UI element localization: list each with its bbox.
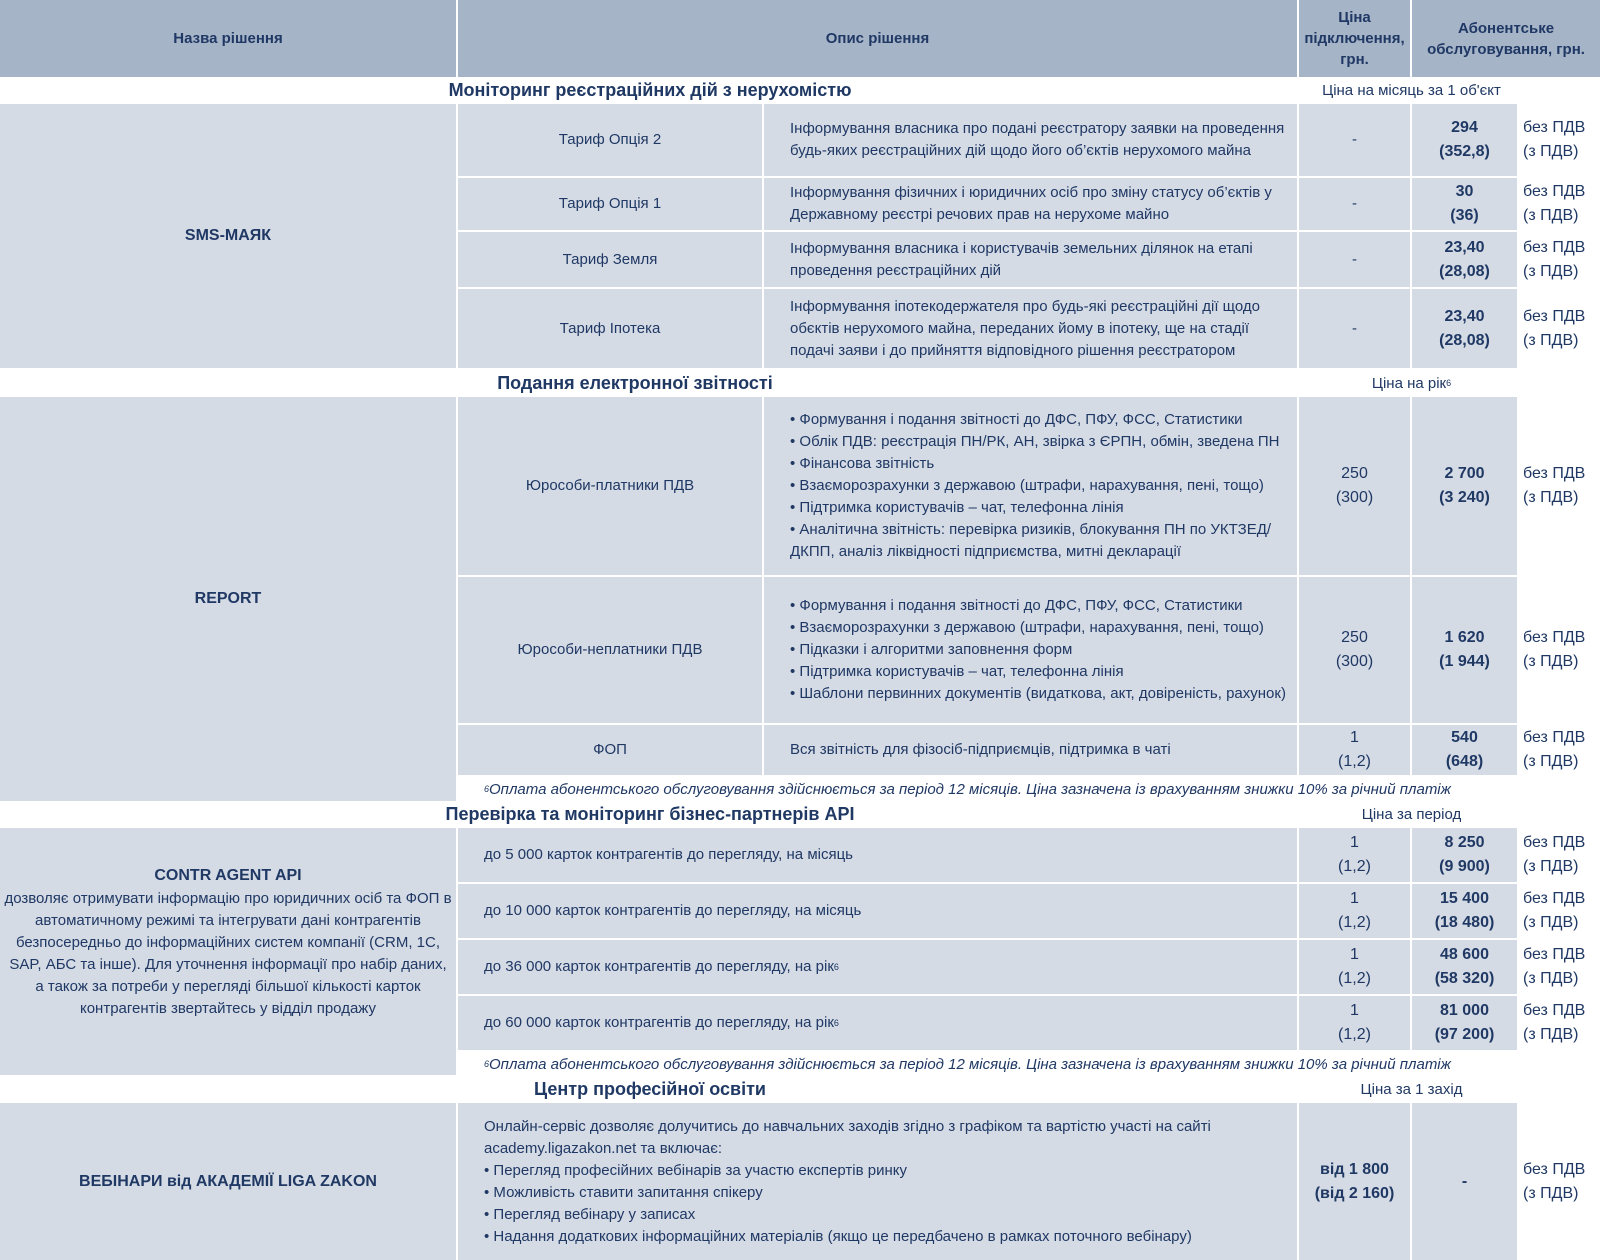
bullet-item: • Взаєморозрахунки з державою (штрафи, нарахування, пені, тощо) xyxy=(790,619,1264,636)
solution-name-text: REPORT xyxy=(194,590,262,607)
bullet-item: • Облік ПДВ: реєстрація ПН/РК, АН, звірка з ЄРПН, обмін, зведена ПН xyxy=(790,433,1280,450)
conn-price xyxy=(1299,940,1410,994)
solution-name-text: SMS-МАЯК xyxy=(184,227,272,244)
price-text: 294 xyxy=(1451,119,1478,136)
vat-with: (з ПДВ) xyxy=(1523,1026,1579,1043)
vat-without: без ПДВ xyxy=(1523,1160,1586,1178)
bullet-item: • Надання додаткових інформаційних матеріалів (якщо це передбачено в рамках поточного вебінару) xyxy=(484,1227,1192,1245)
conn-vat-text: (1,2) xyxy=(1338,858,1371,875)
tariff-name xyxy=(458,725,762,775)
vat-label xyxy=(1517,940,1600,994)
solution-name-report xyxy=(0,397,456,801)
sub-price xyxy=(1412,289,1517,368)
price-text: 540 xyxy=(1451,729,1478,746)
tariff-name xyxy=(458,289,762,368)
sub-price xyxy=(1412,725,1517,775)
tariff-name-text: Юрособи-платники ПДВ xyxy=(525,477,695,494)
tariff-desc-text: Інформування власника і користувачів земельних ділянок на етапі проведення реєстраційних дій xyxy=(790,239,1253,279)
price-note-text: Ціна за 1 захід xyxy=(1360,1080,1463,1098)
sub-price xyxy=(1412,104,1517,176)
conn-price-text: 1 xyxy=(1350,729,1359,746)
tariff-name-text: Тариф Іпотека xyxy=(559,319,661,337)
bullet-list xyxy=(790,409,1291,563)
section-title-text: Моніторинг реєстраційних дій з нерухомістю xyxy=(448,79,852,100)
section-title-reporting xyxy=(480,370,790,396)
conn-price xyxy=(1299,104,1410,176)
api-desc-text: до 5 000 карток контрагентів до перегляду, на місяць xyxy=(484,846,853,863)
bullet-item: • Фінансова звітність xyxy=(790,455,935,472)
vat-without: без ПДВ xyxy=(1523,465,1586,482)
sub-price xyxy=(1412,397,1517,575)
conn-price xyxy=(1299,577,1410,723)
vat-label xyxy=(1517,996,1600,1050)
bullet-item: • Можливість ставити запитання спікеру xyxy=(484,1183,763,1201)
webinar-list xyxy=(484,1116,1244,1248)
vat-without: без ПДВ xyxy=(1523,946,1586,963)
sub-price xyxy=(1412,940,1517,994)
footnote-marker: 6 xyxy=(484,784,490,794)
section-title-api xyxy=(430,801,870,827)
header-desc xyxy=(458,0,1297,77)
price-vat-text: (1 944) xyxy=(1439,653,1490,670)
conn-price-text: 1 xyxy=(1350,1002,1359,1019)
conn-vat-text: (1,2) xyxy=(1338,914,1371,931)
tariff-name xyxy=(458,104,762,176)
footnote-text: Оплата абонентського обслуговування здійснюється за період 12 місяців. Ціна зазначена із врахуванням знижки 10% за річний платіж xyxy=(489,780,1451,798)
vat-with: (з ПДВ) xyxy=(1523,1184,1579,1202)
conn-price xyxy=(1299,828,1410,882)
tariff-desc xyxy=(764,104,1297,176)
tariff-desc xyxy=(764,725,1297,775)
vat-without: без ПДВ xyxy=(1523,307,1586,325)
vat-label xyxy=(1517,104,1600,176)
vat-label xyxy=(1517,178,1600,230)
sub-price xyxy=(1412,178,1517,230)
api-desc xyxy=(458,940,1297,994)
tariff-name-text: Юрособи-неплатники ПДВ xyxy=(517,641,703,658)
vat-without: без ПДВ xyxy=(1523,183,1586,200)
price-note-period xyxy=(1299,801,1524,827)
bullet-item: • Підказки і алгоритми заповнення форм xyxy=(790,641,1073,658)
api-desc-text: до 10 000 карток контрагентів до перегляду, на місяць xyxy=(484,902,862,919)
price-note-monthly xyxy=(1299,77,1524,103)
conn-vat-text: (від 2 160) xyxy=(1314,1184,1395,1202)
price-note-text: Ціна на місяць за 1 об'єкт xyxy=(1322,81,1501,99)
vat-without: без ПДВ xyxy=(1523,834,1586,851)
solution-name-text: CONTR AGENT API xyxy=(154,867,302,884)
conn-price xyxy=(1299,725,1410,775)
footnote-report xyxy=(458,777,1600,801)
api-desc xyxy=(458,996,1297,1050)
header-name xyxy=(0,0,456,77)
conn-price xyxy=(1299,884,1410,938)
tariff-name xyxy=(458,577,762,723)
vat-label xyxy=(1517,289,1600,368)
sub-price xyxy=(1412,884,1517,938)
section-title-text: Подання електронної звітності xyxy=(497,372,773,393)
price-text: 23,40 xyxy=(1444,307,1485,325)
bullet-item: • Взаєморозрахунки з державою (штрафи, нарахування, пені, тощо) xyxy=(790,477,1264,494)
price-text: 2 700 xyxy=(1444,465,1485,482)
bullet-item: • Шаблони первинних документів (видаткова, акт, довіреність, рахунок) xyxy=(790,685,1286,702)
conn-price xyxy=(1299,996,1410,1050)
solution-name-webinar xyxy=(0,1103,456,1260)
conn-price xyxy=(1299,397,1410,575)
price-text: 8 250 xyxy=(1444,834,1485,851)
solution-name-text: ВЕБІНАРИ від АКАДЕМІЇ LIGA ZAKON xyxy=(79,1172,377,1190)
solution-name-contr-agent xyxy=(0,828,456,1075)
vat-label xyxy=(1517,725,1600,775)
tariff-desc xyxy=(764,232,1297,287)
price-vat-text: (97 200) xyxy=(1434,1026,1495,1043)
section-title-monitoring xyxy=(430,77,870,103)
vat-without: без ПДВ xyxy=(1523,629,1586,646)
price-vat-text: (28,08) xyxy=(1439,262,1490,280)
conn-price-text: - xyxy=(1352,319,1357,337)
price-text: 15 400 xyxy=(1440,890,1489,907)
price-text: 48 600 xyxy=(1440,946,1489,963)
api-desc-text: до 36 000 карток контрагентів до перегляду, на рік xyxy=(484,958,834,975)
vat-label xyxy=(1517,577,1600,723)
tariff-desc-text: Інформування власника про подані реєстратору заявки на проведення будь-яких реєстраційних дій щодо його об’єктів нерухомого майна xyxy=(790,120,1285,159)
vat-without: без ПДВ xyxy=(1523,238,1586,256)
conn-vat-text: (1,2) xyxy=(1338,970,1371,987)
header-desc-label: Опис рішення xyxy=(825,30,930,47)
vat-with: (з ПДВ) xyxy=(1523,143,1579,160)
bullet-item: • Перегляд професійних вебінарів за участю експертів ринку xyxy=(484,1161,907,1179)
header-sub-label: Абонентське обслуговування, грн. xyxy=(1427,19,1585,58)
vat-with: (з ПДВ) xyxy=(1523,262,1579,280)
bullet-item: • Формування і подання звітності до ДФС, ПФУ, ФСС, Статистики xyxy=(790,411,1243,428)
conn-price-text: 250 xyxy=(1341,629,1368,646)
vat-label xyxy=(1517,232,1600,287)
webinar-desc xyxy=(458,1103,1297,1260)
conn-price-text: 250 xyxy=(1341,465,1368,482)
price-text: 30 xyxy=(1455,183,1474,200)
bullet-item: • Підтримка користувачів – чат, телефонна лінія xyxy=(790,499,1124,516)
tariff-name xyxy=(458,397,762,575)
solution-name-sms xyxy=(0,104,456,368)
vat-with: (з ПДВ) xyxy=(1523,489,1579,506)
conn-price-text: 1 xyxy=(1350,946,1359,963)
conn-vat-text: (300) xyxy=(1335,653,1374,670)
bullet-item: • Формування і подання звітності до ДФС, ПФУ, ФСС, Статистики xyxy=(790,597,1243,614)
vat-without: без ПДВ xyxy=(1523,729,1586,746)
price-vat-text: (352,8) xyxy=(1439,143,1490,160)
conn-price-text: - xyxy=(1352,131,1357,148)
tariff-name xyxy=(458,178,762,230)
bullet-item: • Перегляд вебінару у записах xyxy=(484,1205,696,1223)
tariff-desc-text: Інформування фізичних і юридичних осіб про зміну статусу об’єктів у Державному реєстрі речових прав на нерухоме майно xyxy=(790,184,1272,223)
sub-price xyxy=(1412,996,1517,1050)
price-vat-text: (9 900) xyxy=(1439,858,1490,875)
price-vat-text: (28,08) xyxy=(1439,331,1490,349)
conn-price-text: - xyxy=(1352,250,1357,268)
conn-price-text: - xyxy=(1352,195,1357,212)
footnote-marker: 6 xyxy=(1446,378,1452,388)
tariff-name-text: Тариф Земля xyxy=(562,250,658,268)
vat-with: (з ПДВ) xyxy=(1523,970,1579,987)
price-vat-text: (3 240) xyxy=(1439,489,1490,506)
conn-price xyxy=(1299,178,1410,230)
price-text: - xyxy=(1461,1172,1468,1190)
conn-price-text: від 1 800 xyxy=(1320,1160,1389,1178)
api-desc xyxy=(458,884,1297,938)
footnote-api xyxy=(458,1052,1600,1076)
vat-with: (з ПДВ) xyxy=(1523,207,1579,224)
tariff-desc-text: Інформування іпотекодержателя про будь-які реєстраційні дії щодо обєктів нерухомого майна, переданих йому в іпотеку, ще на стадії подачі заяви і до прийняття відповідного рішення реєстратором xyxy=(790,297,1260,359)
sub-price xyxy=(1412,828,1517,882)
conn-vat-text: (1,2) xyxy=(1338,753,1371,770)
price-vat-text: (18 480) xyxy=(1434,914,1495,931)
bullet-item: • Аналітична звітність: перевірка ризиків, блокування ПН по УКТЗЕД/ДКПП, аналіз ліквідності підприємства, митні декларації xyxy=(790,521,1272,560)
vat-label xyxy=(1517,828,1600,882)
footnote-text: Оплата абонентського обслуговування здійснюється за період 12 місяців. Ціна зазначена із врахуванням знижки 10% за річний платіж xyxy=(489,1055,1451,1073)
price-vat-text: (36) xyxy=(1450,207,1479,224)
conn-vat-text: (1,2) xyxy=(1338,1026,1371,1043)
tariff-desc xyxy=(764,289,1297,368)
footnote-marker: 6 xyxy=(833,1018,839,1028)
api-desc xyxy=(458,828,1297,882)
price-text: 23,40 xyxy=(1444,238,1485,256)
price-note-text: Ціна за період xyxy=(1361,805,1462,823)
price-text: 1 620 xyxy=(1444,629,1485,646)
vat-label xyxy=(1517,884,1600,938)
price-note-yearly xyxy=(1299,370,1524,396)
price-vat-text: (58 320) xyxy=(1434,970,1495,987)
bullet-item: • Підтримка користувачів – чат, телефонна лінія xyxy=(790,663,1124,680)
vat-with: (з ПДВ) xyxy=(1523,914,1579,931)
tariff-desc xyxy=(764,397,1297,575)
conn-price-text: 1 xyxy=(1350,834,1359,851)
sub-price xyxy=(1412,1103,1517,1260)
price-note-event xyxy=(1299,1076,1524,1102)
vat-with: (з ПДВ) xyxy=(1523,753,1579,770)
vat-label xyxy=(1517,1103,1600,1260)
conn-price-text: 1 xyxy=(1350,890,1359,907)
header-sub xyxy=(1412,0,1600,77)
api-desc-text: до 60 000 карток контрагентів до перегляду, на рік xyxy=(484,1014,834,1031)
sub-price xyxy=(1412,232,1517,287)
solution-desc-text: дозволяє отримувати інформацію про юридичних осіб та ФОП в автоматичному режимі та інтегрувати дані контрагентів безпосередньо до інформаційних систем компанії (CRM, 1С, SAP, АБС та інше). Для уточнення інформації про набір даних, а також за потреби у перегляді більшої кількості карток контрагентів звертайтесь у відділ продажу xyxy=(4,890,452,1017)
header-name-label: Назва рішення xyxy=(173,30,283,47)
vat-with: (з ПДВ) xyxy=(1523,858,1579,875)
vat-without: без ПДВ xyxy=(1523,890,1586,907)
section-title-education xyxy=(500,1076,800,1102)
tariff-desc xyxy=(764,178,1297,230)
vat-without: без ПДВ xyxy=(1523,119,1586,136)
conn-price xyxy=(1299,232,1410,287)
footnote-marker: 6 xyxy=(484,1059,490,1069)
price-note-text: Ціна на рік xyxy=(1371,374,1447,392)
tariff-name-text: Тариф Опція 2 xyxy=(558,131,662,148)
conn-price xyxy=(1299,289,1410,368)
vat-with: (з ПДВ) xyxy=(1523,653,1579,670)
vat-label xyxy=(1517,397,1600,575)
footnote-marker: 6 xyxy=(833,962,839,972)
header-conn-label: Ціна підключення, грн. xyxy=(1304,9,1405,68)
tariff-desc-text: Вся звітність для фізосіб-підприємців, підтримка в чаті xyxy=(790,741,1171,758)
section-title-text: Центр професійної освіти xyxy=(534,1078,766,1099)
tariff-desc xyxy=(764,577,1297,723)
tariff-name-text: Тариф Опція 1 xyxy=(558,195,662,212)
vat-with: (з ПДВ) xyxy=(1523,331,1579,349)
tariff-name-text: ФОП xyxy=(593,741,627,758)
price-vat-text: (648) xyxy=(1445,753,1484,770)
conn-vat-text: (300) xyxy=(1335,489,1374,506)
header-conn xyxy=(1299,0,1410,77)
section-title-text: Перевірка та моніторинг бізнес-партнерів API xyxy=(445,803,855,824)
bullet-list xyxy=(790,595,1286,705)
price-text: 81 000 xyxy=(1440,1002,1489,1019)
webinar-intro: Онлайн-сервіс дозволяє долучитись до навчальних заходів згідно з графіком та вартістю участі на сайті academy.ligazakon.net та включає: xyxy=(484,1117,1211,1157)
conn-price xyxy=(1299,1103,1410,1260)
tariff-name xyxy=(458,232,762,287)
sub-price xyxy=(1412,577,1517,723)
vat-without: без ПДВ xyxy=(1523,1002,1586,1019)
